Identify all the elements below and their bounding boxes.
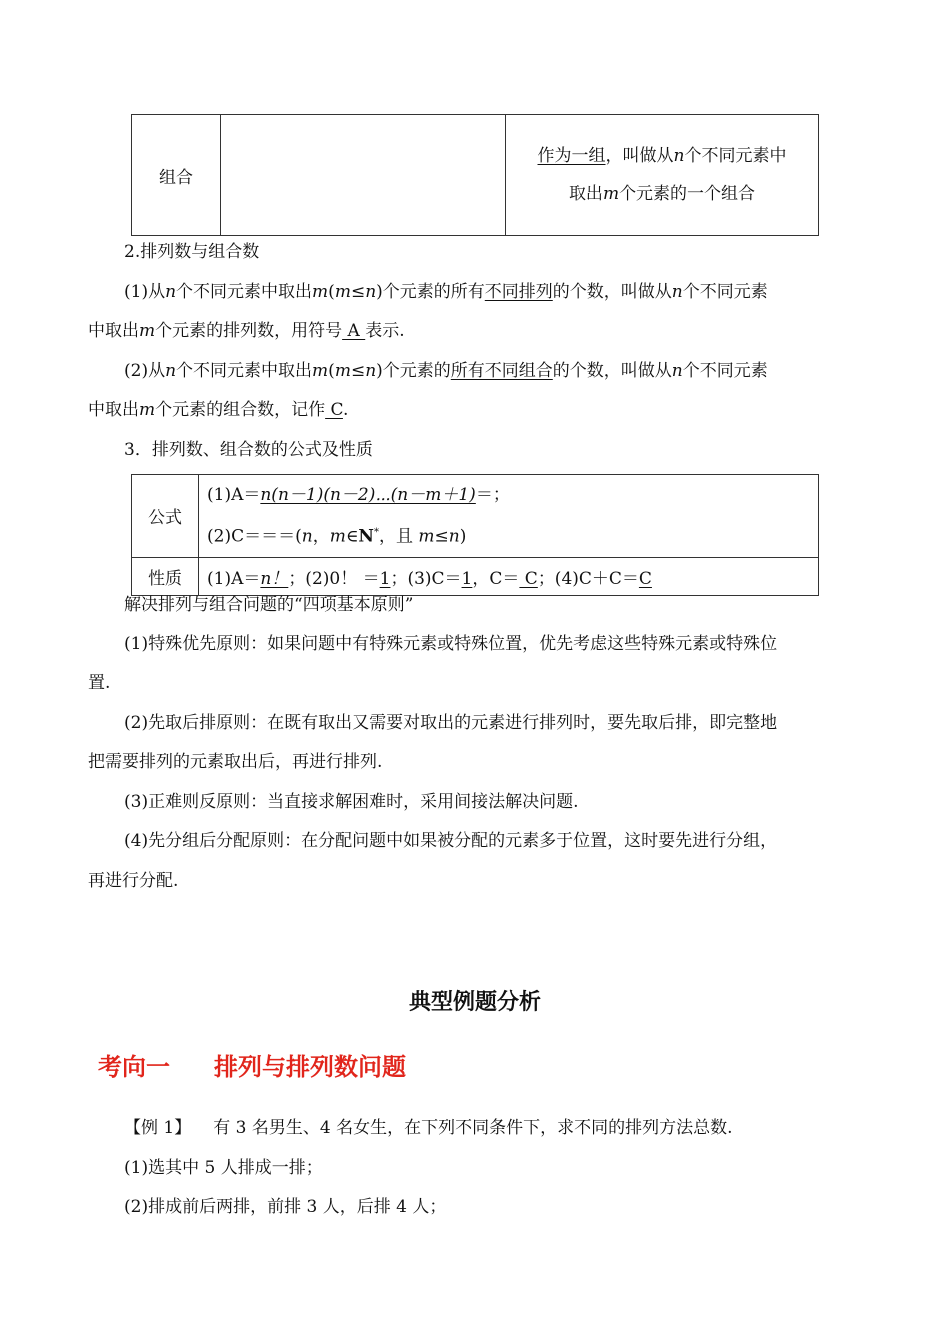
underlined-answer: 不同排列: [484, 282, 553, 302]
formula-label: 公式: [148, 508, 182, 529]
row-label: 组合: [159, 167, 193, 188]
formula-content-cell: [199, 475, 819, 558]
definition-line-1: 作为一组，叫做从n个不同元素中: [537, 146, 787, 166]
section-3-title: 3．排列数、组合数的公式及性质: [124, 440, 373, 460]
principles-title: 解决排列与组合问题的“四项基本原则”: [124, 595, 414, 615]
section-2-title: 2.排列数与组合数: [124, 242, 260, 262]
sec2-p2-line1: (2)从n个不同元素中取出m(m≤n)个元素的所有不同组合的个数，叫做从n个不同元素: [124, 361, 768, 381]
formula-2: (2)C＝＝＝(n，m∈N*，且 m≤n): [207, 526, 467, 547]
sec2-p2-line2: 中取出m个元素的组合数，记作 C.: [88, 400, 349, 420]
formula-label-cell: [132, 475, 199, 558]
property-label: 性质: [148, 568, 182, 589]
principle-1-line1: (1)特殊优先原则：如果问题中有特殊元素或特殊位置，优先考虑这些特殊元素或特殊位: [124, 634, 778, 654]
topic-title: 排列与排列数问题: [214, 1053, 406, 1081]
example-text: 有 3 名男生、4 名女生，在下列不同条件下，求不同的排列方法总数.: [213, 1118, 733, 1138]
table-cell-definition: [506, 115, 819, 236]
underlined-answer: 所有不同组合: [450, 361, 553, 381]
formula-1: (1)A＝n(n－1)(n－2)⋯(n－m＋1)＝；: [207, 485, 510, 505]
sec2-p1-line2: 中取出m个元素的排列数，用符号 A 表示.: [88, 321, 405, 341]
principle-2-line1: (2)先取后排原则：在既有取出又需要对取出的元素进行排列时，要先取后排，即完整地: [124, 713, 778, 733]
principle-3: (3)正难则反原则：当直接求解困难时，采用间接法解决问题.: [124, 792, 579, 812]
example-question-2: (2)排成前后两排，前排 3 人，后排 4 人；: [124, 1197, 447, 1217]
sec2-p1-line1: (1)从n个不同元素中取出m(m≤n)个元素的所有不同排列的个数，叫做从n个不同元素: [124, 282, 768, 302]
definition-line-2: 取出m个元素的一个组合: [568, 184, 756, 204]
principle-1-line2: 置.: [88, 673, 111, 693]
principle-4-line1: (4)先分组后分配原则：在分配问题中如果被分配的元素多于位置，这时要先进行分组，: [124, 831, 778, 851]
section-heading: 典型例题分析: [408, 990, 541, 1015]
principle-2-line2: 把需要排列的元素取出后，再进行排列.: [88, 752, 383, 772]
underlined-symbol: A: [342, 321, 366, 341]
table-cell-empty: [221, 115, 506, 236]
example-1: [124, 1117, 904, 1139]
topic-label: 考向一: [98, 1053, 170, 1081]
definition-table: [131, 114, 819, 236]
formula-table: [131, 474, 819, 596]
def-underlined: 作为一组: [537, 146, 606, 166]
example-question-1: (1)选其中 5 人排成一排；: [124, 1158, 323, 1178]
example-tag: 【例 1】: [124, 1118, 192, 1138]
property-label-cell: [132, 557, 199, 595]
table-cell-label: [132, 115, 221, 236]
principle-4-line2: 再进行分配.: [88, 871, 179, 891]
underlined-symbol: C: [325, 400, 343, 420]
property-content-cell: (1)A＝n！；(2)0！ ＝1；(3)C＝1，C＝ C；(4)C＋C＝C: [199, 557, 819, 595]
